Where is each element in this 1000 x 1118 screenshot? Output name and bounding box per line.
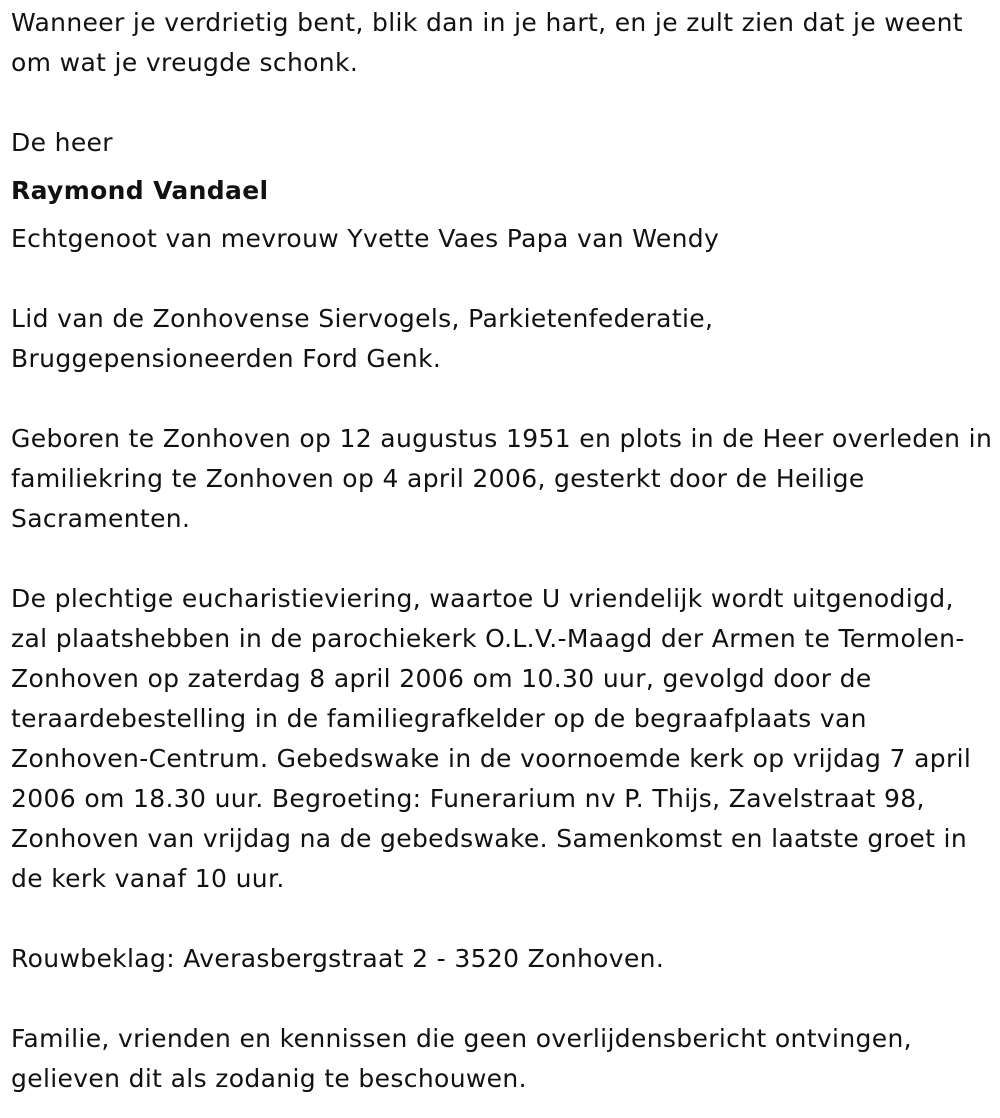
condolence-address: Rouwbeklag: Averasbergstraat 2 - 3520 Zonhoven. — [11, 944, 665, 973]
family-relations: Echtgenoot van mevrouw Yvette Vaes Papa van Wendy — [11, 224, 720, 253]
closing-note: Familie, vrienden en kennissen die geen overlijdensbericht ontvingen, gelieven dit als zodanig te beschouwen. — [11, 1024, 912, 1093]
obituary-notice — [11, 3, 996, 1099]
memberships: Lid van de Zonhovense Siervogels, Parkietenfederatie, Bruggepensioneerden Ford Genk. — [11, 304, 714, 373]
opening-quote: Wanneer je verdrietig bent, blik dan in je hart, en je zult zien dat je weent om wat je vreugde schonk. — [11, 8, 963, 77]
deceased-name: Raymond Vandael — [11, 176, 269, 205]
salutation: De heer — [11, 128, 113, 157]
funeral-service-details: De plechtige eucharistieviering, waartoe U vriendelijk wordt uitgenodigd, zal plaatshebben in de parochiekerk O.L.V.-Maagd der Armen te Termolen-Zonhoven op zaterdag 8 april 2006 om 10.30 uur, gevolgd door de teraardebestelling in de familiegrafkelder op de begraafplaats van Zonhoven-Centrum. Gebedswake in de voornoemde kerk op vrijdag 7 april 2006 om 18.30 uur. Begroeting: Funerarium nv P. Thijs, Zavelstraat 98, Zonhoven van vrijdag na de gebedswake. Samenkomst en laatste groet in de kerk vanaf 10 uur. — [11, 584, 972, 893]
birth-death-details: Geboren te Zonhoven op 12 augustus 1951 en plots in de Heer overleden in familiekring te Zonhoven op 4 april 2006, gesterkt door de Heilige Sacramenten. — [11, 424, 993, 533]
